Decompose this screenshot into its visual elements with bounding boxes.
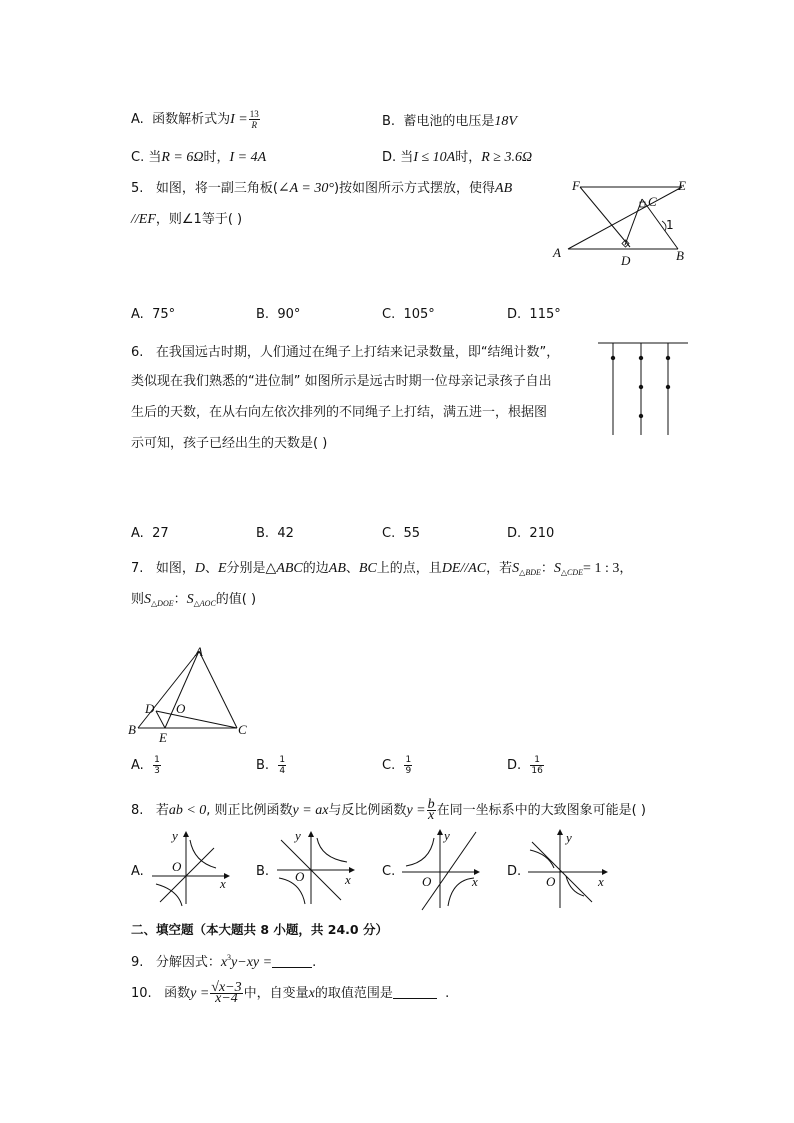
q5-label-b: B <box>676 248 684 263</box>
q6-knot <box>639 385 643 389</box>
svg-text:x: x <box>598 874 604 889</box>
q10-stem: 10. 函数y = $\frac{√x-3}{x-4}$ 中，自变量x的取值范围是 . <box>131 980 450 1006</box>
q5-option-d: D. 115° <box>507 307 561 322</box>
q7-option-c: C. $\frac{1}{9}$ <box>382 755 412 776</box>
svg-text:y: y <box>295 828 301 843</box>
q5-triangle-figure <box>550 175 700 270</box>
q7-option-b: B. $\frac{1}{4}$ <box>256 755 286 776</box>
q4-option-d: D. 当I ≤ 10A时，R ≥ 3.6Ω <box>382 150 533 165</box>
svg-text:O: O <box>172 859 182 874</box>
q5-label-d: D <box>621 253 631 268</box>
q4-option-a: A. 函数解析式为I = $\frac{13}{R}$ <box>131 109 259 130</box>
q6-option-c: C. 55 <box>382 526 421 541</box>
q7-label-e: E <box>159 730 167 745</box>
svg-text:y: y <box>444 828 450 843</box>
q7-label-a: A <box>195 644 203 659</box>
svg-text:x: x <box>220 876 226 891</box>
q7-stem-line2: 则$S_{\triangle DOE}$：$S_{\triangle AOC}$的值( ) <box>131 592 257 608</box>
q6-stem-line1: 6. 在我国远古时期，人们通过在绳子上打结来记录数量，即“结绳计数”， <box>131 345 560 360</box>
q9-answer-blank[interactable] <box>272 955 312 968</box>
q8-stem: 8. 若ab < 0, 则正比例函数y = ax与反比例函数y = $\frac{b}{x}$ 在同一坐标系中的大致图象可能是( ) <box>131 797 646 823</box>
q6-knot <box>666 385 670 389</box>
q8-option-c-label: C. <box>382 864 396 879</box>
svg-text:O: O <box>546 874 556 889</box>
q7-triangle-figure <box>125 643 255 745</box>
svg-text:O: O <box>422 874 432 889</box>
q8-graph-a <box>150 828 240 908</box>
q8-graph-d <box>526 828 616 913</box>
q5-label-f: F <box>572 178 580 193</box>
q5-label-c: C <box>648 194 657 209</box>
q6-option-a: A. 27 <box>131 526 169 541</box>
q6-knot <box>611 356 615 360</box>
q7-label-o: O <box>176 701 186 716</box>
q7-option-a: A. $\frac{1}{3}$ <box>131 755 160 776</box>
q5-label-a: A <box>553 245 561 260</box>
svg-text:y: y <box>566 830 572 845</box>
q7-label-d: D <box>145 701 155 716</box>
q8-graph-c <box>400 828 490 913</box>
q5-option-b: B. 90° <box>256 307 301 322</box>
q5-option-a: A. 75° <box>131 307 176 322</box>
q6-knot <box>666 356 670 360</box>
q7-label-c: C <box>238 722 247 737</box>
q8-option-b-label: B. <box>256 864 270 879</box>
q6-knot <box>639 414 643 418</box>
q5-label-1: 1 <box>666 218 674 232</box>
q10-answer-blank[interactable] <box>393 986 437 999</box>
q5-stem-line1: 5. 如图，将一副三角板(∠A = 30°)按如图所示方式摆放，使得AB <box>131 181 513 196</box>
q8-graph-b <box>275 828 365 908</box>
q5-stem-line2: //EF，则∠1等于( ) <box>131 212 243 227</box>
section-title: 二、填空题（本大题共 8 小题，共 24.0 分） <box>131 922 388 937</box>
q8-option-a-label: A. <box>131 864 144 879</box>
svg-text:y: y <box>172 828 178 843</box>
q4-option-b: B. 蓄电池的电压是18V <box>382 114 517 129</box>
q5-label-e: E <box>678 178 686 193</box>
q6-stem-line3: 生后的天数，在从右向左依次排列的不同绳子上打结，满五进一，根据图 <box>131 405 548 420</box>
q7-option-d: D. $\frac{1}{16}$ <box>507 755 543 776</box>
svg-text:O: O <box>295 869 305 884</box>
q6-option-b: B. 42 <box>256 526 294 541</box>
q7-stem-line1: 7. 如图，D、E分别是△ABC的边AB、BC上的点，且DE//AC，若$S_{\triangle BDE}$：$S_{\triangle CDE}= 1$ : 3， <box>131 561 633 577</box>
q7-label-b: B <box>128 722 136 737</box>
svg-text:x: x <box>472 874 478 889</box>
q6-knot-rope-figure <box>598 340 690 440</box>
q9-stem: 9. 分解因式：$x^3y-xy$ = . <box>131 953 317 970</box>
q8-option-d-label: D. <box>507 864 522 879</box>
q6-stem-line4: 示可知，孩子已经出生的天数是( ) <box>131 436 328 451</box>
q6-option-d: D. 210 <box>507 526 555 541</box>
q4-option-c: C. 当R = 6Ω时，I = 4A <box>131 150 267 165</box>
q6-stem-line2: 类似现在我们熟悉的“进位制” 如图所示是远古时期一位母亲记录孩子自出 <box>131 374 552 389</box>
q5-option-c: C. 105° <box>382 307 435 322</box>
q6-knot <box>639 356 643 360</box>
svg-text:x: x <box>345 872 351 887</box>
